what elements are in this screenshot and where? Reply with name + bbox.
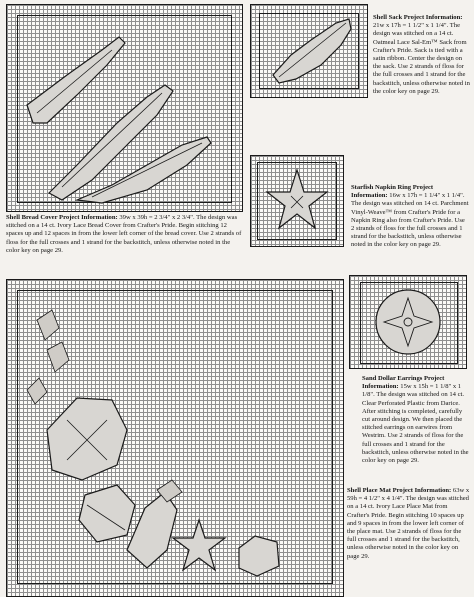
shell-bread-cover-info	[6, 214, 242, 255]
shell-sack-motif	[251, 5, 367, 97]
shell-place-mat-chart	[6, 279, 344, 597]
starfish-ring-motif	[251, 156, 343, 246]
shell-sack-info	[373, 14, 471, 96]
sand-dollar-title: Sand Dollar Earrings Project Information:	[362, 375, 445, 391]
starfish-info	[351, 184, 469, 250]
sand-dollar-chart	[349, 275, 467, 369]
starfish-napkin-ring-chart	[250, 155, 344, 247]
starfish-body: 16w x 17h = 1 1/4" x 1 1/4". The design was stitched on 14 ct. Parchment Vinyl-Weave™ from Crafter's Pride for a Napkin Ring also from Crafter's Pride. Use 2 strands of floss for the full crosses and 1 strand for the backstitch, unless otherwise noted in the color key on page 29.	[351, 192, 469, 249]
shell-bread-cover-chart	[6, 4, 243, 212]
sand-dollar-motif	[350, 276, 466, 368]
starfish-motif	[267, 170, 327, 228]
shell-sack-chart	[250, 4, 368, 98]
sand-dollar-motif	[79, 485, 135, 542]
shell-motif	[239, 536, 279, 576]
shell-sack-body: 21w x 17h = 1 1/2" x 1 1/4". The design was stitched on a 14 ct. Oatmeal Lace Sal-Em™ Sack from Crafter's Pride. Sack is tied with a satin ribbon. Center the design on the sack. Use 2 strands of floss for the full crosses and 1 strand for the backstitch, unless otherwise noted in the color key on page 29.	[373, 22, 470, 95]
sand-dollar-motif	[47, 398, 127, 480]
place-mat-title: Shell Place Mat Project Information:	[347, 487, 452, 494]
shell-motif	[127, 492, 177, 568]
shell-bread-cover-body: 39w x 39h = 2 3/4" x 2 3/4". The design was stitched on a 14 ct. Ivory Lace Bread Cover from Crafter's Pride. Begin stitching 12 spaces up and 12 spaces in from the lower left corner of the bread cover. Use 2 strands of floss for the full crosses and 1 strand for the backstitch, unless otherwise noted in the color key on page 29.	[6, 214, 242, 254]
sand-dollar-info	[362, 375, 470, 465]
shell-place-mat-motifs	[7, 280, 343, 596]
place-mat-body: 63w x 59h = 4 1/2" x 4 1/4". The design was stitched on a 14 ct. Ivory Lace Place Mat from Crafter's Pride. Begin stitching 10 spaces up and 9 spaces in from the lower left corner of the place mat. Use 2 strands of floss for the full crosses and 1 strand for the backstitch, unless otherwise noted in the color key on page 29.	[347, 487, 470, 560]
sand-dollar-body: 15w x 15h = 1 1/8" x 1 1/8". The design was stitched on 14 ct. Clear Perforated Plastic from Darice. After stitching is completed, carefully cut around design. We then placed the stitched earrings on earwires from Westrim. Use 2 strands of floss for the full crosses and 1 strand for the backstitch, unless otherwise noted in the color key on page 29.	[362, 383, 469, 465]
shell-bread-cover-motifs	[7, 5, 242, 211]
starfish-title: Starfish Napkin Ring Project Information:	[351, 184, 434, 200]
sand-dollar-motif	[376, 290, 440, 354]
starfish-motif	[173, 520, 225, 570]
shell-sack-title: Shell Sack Project Information:	[373, 14, 463, 21]
place-mat-info	[347, 487, 471, 561]
shell-bread-cover-title: Shell Bread Cover Project Information:	[6, 214, 118, 221]
